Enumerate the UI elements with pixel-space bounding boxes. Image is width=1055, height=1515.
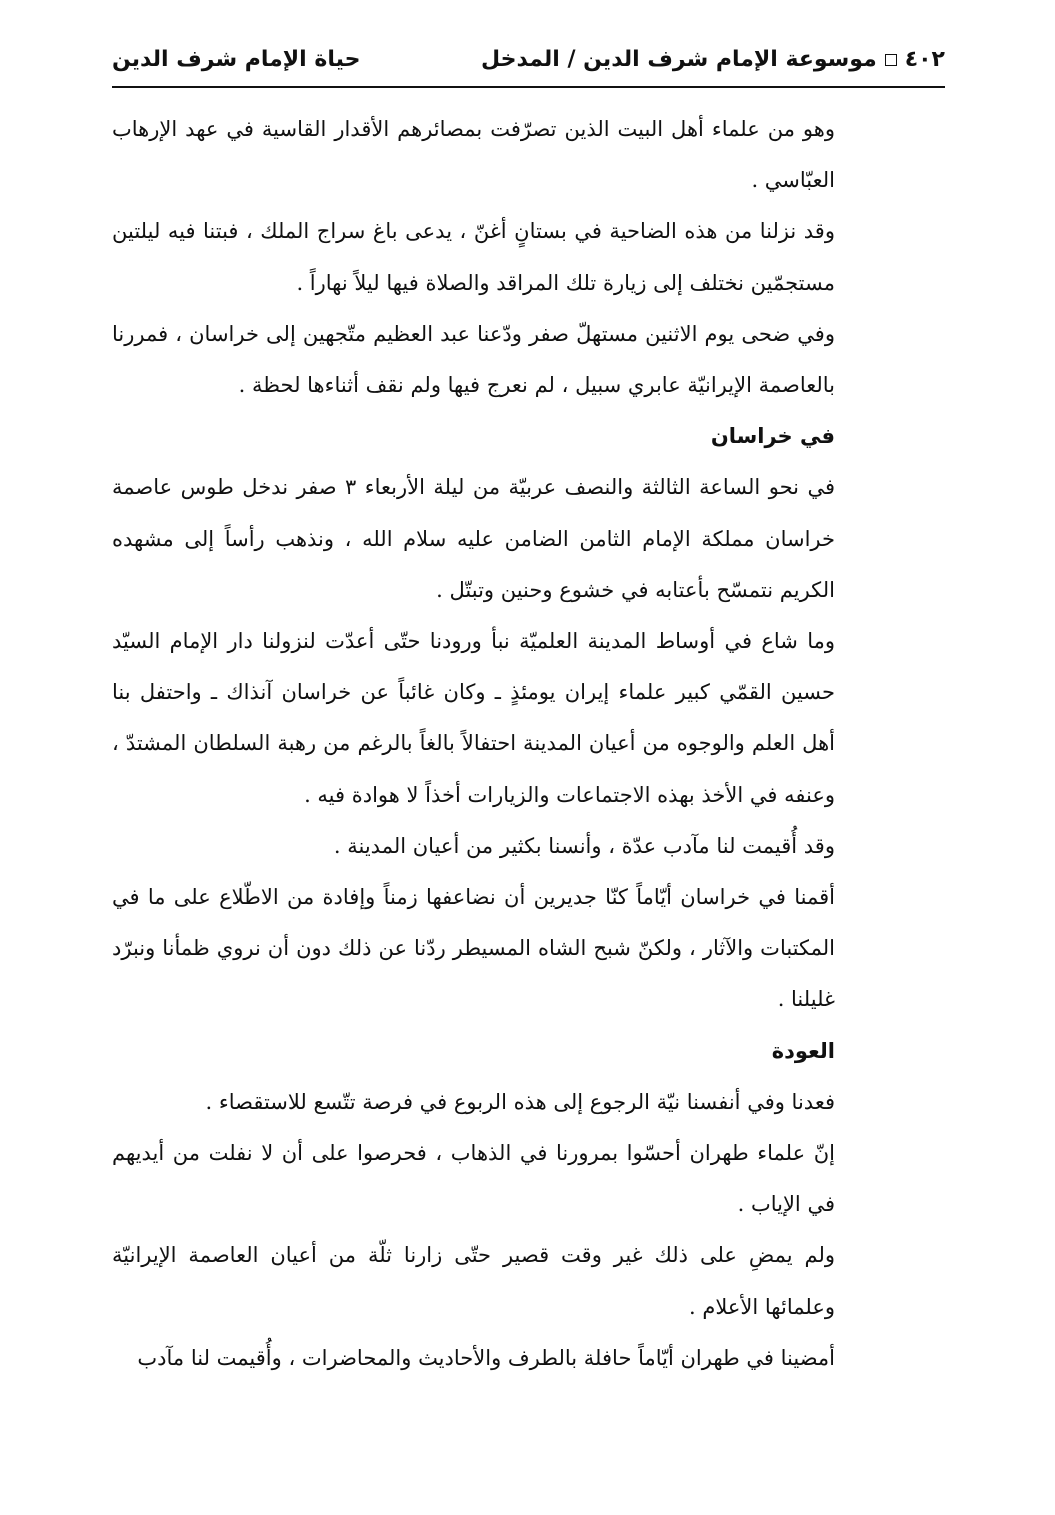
paragraph: وفي ضحى يوم الاثنين مستهلّ صفر ودّعنا عبد العظيم متّجهين إلى خراسان ، فمررنا بالعاصمة الإيرانيّة عابري سبيل ، لم نعرج فيها ولم نقف أثناءها لحظة . (112, 321, 835, 398)
paragraph: وما شاع في أوساط المدينة العلميّة نبأ ورودنا حتّى أعدّت لنزولنا دار الإمام السيّد حسين القمّي كبير علماء إيران يومئذٍ ـ وكان غائباً عن خراسان آنذاك ـ واحتفل بنا أهل العلم والوجوه من أعيان المدينة احتفالاً بالغاً بالرغم من رهبة السلطان المشتدّ ، وعنفه في الأخذ بهذه الاجتماعات والزيارات أخذاً لا هوادة فيه . (112, 629, 835, 807)
paragraph: أمضينا في طهران أيّاماً حافلة بالطرف والأحاديث والمحاضرات ، وأُقيمت لنا مآدب (137, 1345, 835, 1370)
paragraph: وقد نزلنا من هذه الضاحية في بستانٍ أغنّ ، يدعى باغ سراج الملك ، فبتنا فيه ليلتين مستجمّين نختلف إلى زيارة تلك المراقد والصلاة فيها ليلاً نهاراً . (112, 219, 835, 295)
paragraph: ولم يمضِ على ذلك غير وقت قصير حتّى زارنا ثلّة من أعيان العاصمة الإيرانيّة وعلمائها الأعلام . (112, 1243, 835, 1319)
paragraph: في نحو الساعة الثالثة والنصف عربيّة من ليلة الأربعاء ٣ صفر ندخل طوس عاصمة خراسان مملكة الإمام الثامن الضامن عليه سلام الله ، ونذهب رأساً إلى مشهده الكريم نتمسّح بأعتابه في خشوع وحنين وتبتّل . (112, 475, 835, 602)
page-number: ٤٠٢ (904, 47, 945, 72)
section-heading: في خراسان (710, 424, 835, 449)
book-title: موسوعة الإمام شرف الدين / المدخل (481, 47, 877, 72)
paragraph: إنّ علماء طهران أحسّوا بمرورنا في الذهاب ، فحرصوا على أن لا نفلت من أيديهم في الإياب . (112, 1141, 835, 1217)
square-separator-icon (885, 54, 897, 66)
page-header (112, 40, 945, 80)
paragraph: وقد أُقيمت لنا مآدب عدّة ، وأنسنا بكثير من أعيان المدينة . (333, 833, 835, 858)
header-divider (112, 86, 945, 88)
paragraph: أقمنا في خراسان أيّاماً كنّا جديرين أن نضاعفها زمناً وإفادة من الاطّلاع على ما في المكتبات والآثار ، ولكنّ شبح الشاه المسيطر ردّنا عن ذلك دون أن نروي ظمأنا ونبرّد غليلنا . (112, 885, 835, 1012)
section-heading: العودة (771, 1038, 835, 1063)
paragraph: وهو من علماء أهل البيت الذين تصرّفت بمصائرهم الأقدار القاسية في عهد الإرهاب العبّاسي . (112, 117, 835, 193)
header-book-info (481, 40, 945, 80)
chapter-title: حياة الإمام شرف الدين (112, 47, 361, 72)
paragraph: فعدنا وفي أنفسنا نيّة الرجوع إلى هذه الربوع في فرصة تتّسع للاستقصاء . (205, 1089, 835, 1114)
page-body (112, 104, 835, 1384)
